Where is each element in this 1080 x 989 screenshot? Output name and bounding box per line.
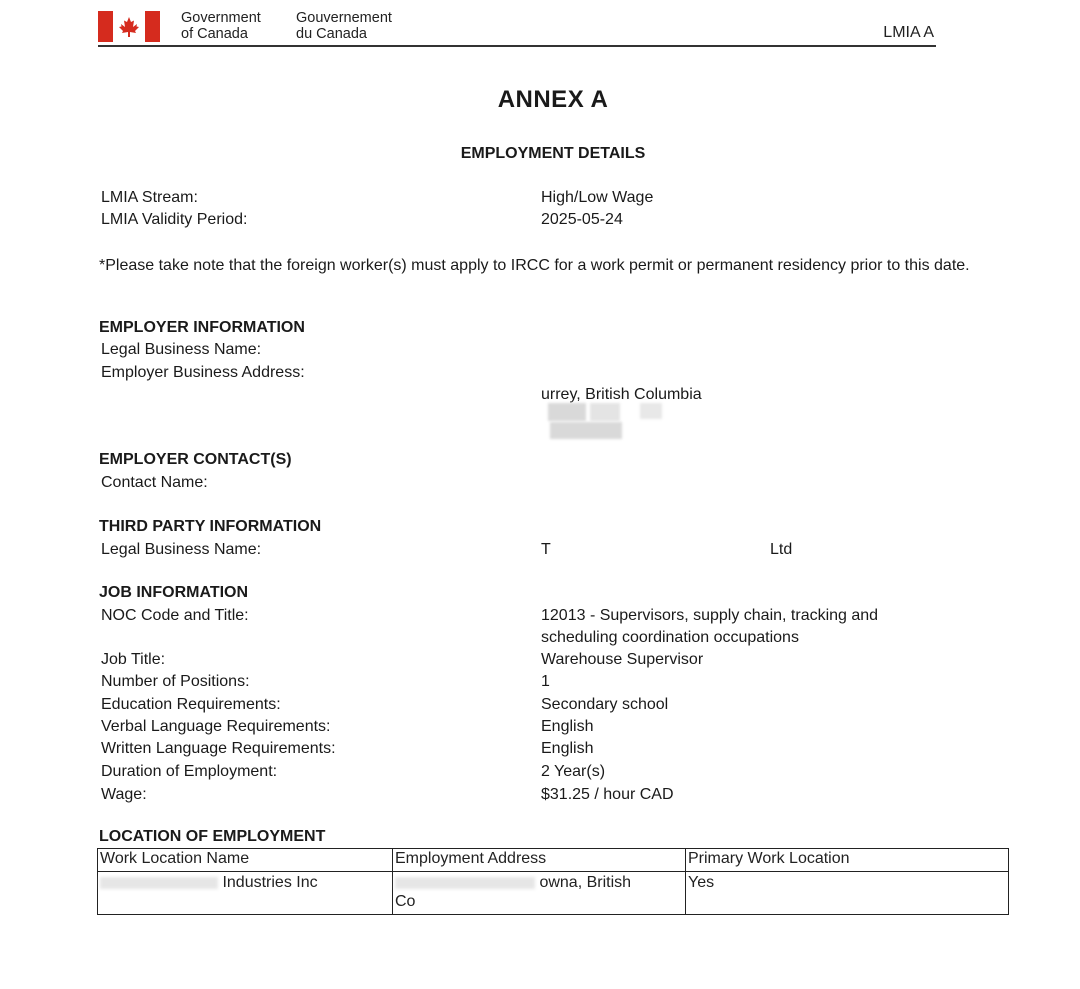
header-rule <box>98 45 936 47</box>
lmia-stream-value: High/Low Wage <box>541 189 654 206</box>
table-header-row <box>98 849 1009 872</box>
gov-name-fr: Gouvernement du Canada <box>296 10 392 42</box>
column-header: Work Location Name <box>98 849 393 872</box>
employment-address-cell <box>393 872 686 915</box>
redacted-block <box>100 877 218 889</box>
noc-value: 12013 - Supervisors, supply chain, tracking and <box>541 607 879 624</box>
employer-info-heading: EMPLOYER INFORMATION <box>99 319 305 336</box>
contact-name-label: Contact Name: <box>101 474 208 491</box>
third-party-name-label: Legal Business Name: <box>101 541 262 558</box>
employer-address-label: Employer Business Address: <box>101 364 305 381</box>
lmia-validity-value: 2025-05-24 <box>541 211 623 228</box>
verbal-language-value: English <box>541 718 594 735</box>
employer-contact-heading: EMPLOYER CONTACT(S) <box>99 451 292 468</box>
work-location-name-cell <box>98 872 393 915</box>
work-location-name: Industries Inc <box>222 874 318 891</box>
employer-name-label: Legal Business Name: <box>101 341 262 358</box>
employment-address: owna, British <box>539 874 632 891</box>
noc-value-line2: scheduling coordination occupations <box>541 629 799 646</box>
gov-name-en: Government of Canada <box>181 10 261 42</box>
lmia-stream-label: LMIA Stream: <box>101 189 198 206</box>
canada-flag-icon <box>98 11 160 42</box>
document-reference: LMIA A <box>883 24 934 41</box>
page-subtitle: EMPLOYMENT DETAILS <box>460 145 646 162</box>
positions-label: Number of Positions: <box>101 673 250 690</box>
positions-value: 1 <box>541 673 550 690</box>
redacted-block <box>590 403 620 421</box>
verbal-language-label: Verbal Language Requirements: <box>101 718 331 735</box>
written-language-label: Written Language Requirements: <box>101 740 336 757</box>
column-header: Employment Address <box>393 849 686 872</box>
redacted-block <box>640 403 662 419</box>
duration-label: Duration of Employment: <box>101 763 278 780</box>
duration-value: 2 Year(s) <box>541 763 606 780</box>
page-title: ANNEX A <box>497 86 609 113</box>
third-party-heading: THIRD PARTY INFORMATION <box>99 518 322 535</box>
job-title-label: Job Title: <box>101 651 166 668</box>
redacted-block <box>395 877 535 889</box>
third-party-name-end: Ltd <box>770 541 793 558</box>
table-row <box>98 872 1009 915</box>
primary-work-location: Yes <box>686 872 1009 915</box>
employment-address-line2: Co <box>395 893 416 910</box>
written-language-value: English <box>541 740 594 757</box>
education-label: Education Requirements: <box>101 696 281 713</box>
wage-label: Wage: <box>101 786 147 803</box>
third-party-name-start: T <box>541 541 551 558</box>
education-value: Secondary school <box>541 696 669 713</box>
job-info-heading: JOB INFORMATION <box>99 584 249 601</box>
employer-address-value: urrey, British Columbia <box>541 386 702 403</box>
wage-value: $31.25 / hour CAD <box>541 786 674 803</box>
validity-note: *Please take note that the foreign worker(s) must apply to IRCC for a work permit or permanent residency prior to this date. <box>99 257 970 274</box>
lmia-validity-label: LMIA Validity Period: <box>101 211 248 228</box>
location-heading: LOCATION OF EMPLOYMENT <box>99 828 326 845</box>
redacted-block <box>550 422 622 439</box>
column-header: Primary Work Location <box>686 849 1009 872</box>
job-title-value: Warehouse Supervisor <box>541 651 704 668</box>
redacted-block <box>548 403 586 421</box>
noc-label: NOC Code and Title: <box>101 607 249 624</box>
location-table <box>97 848 1009 915</box>
